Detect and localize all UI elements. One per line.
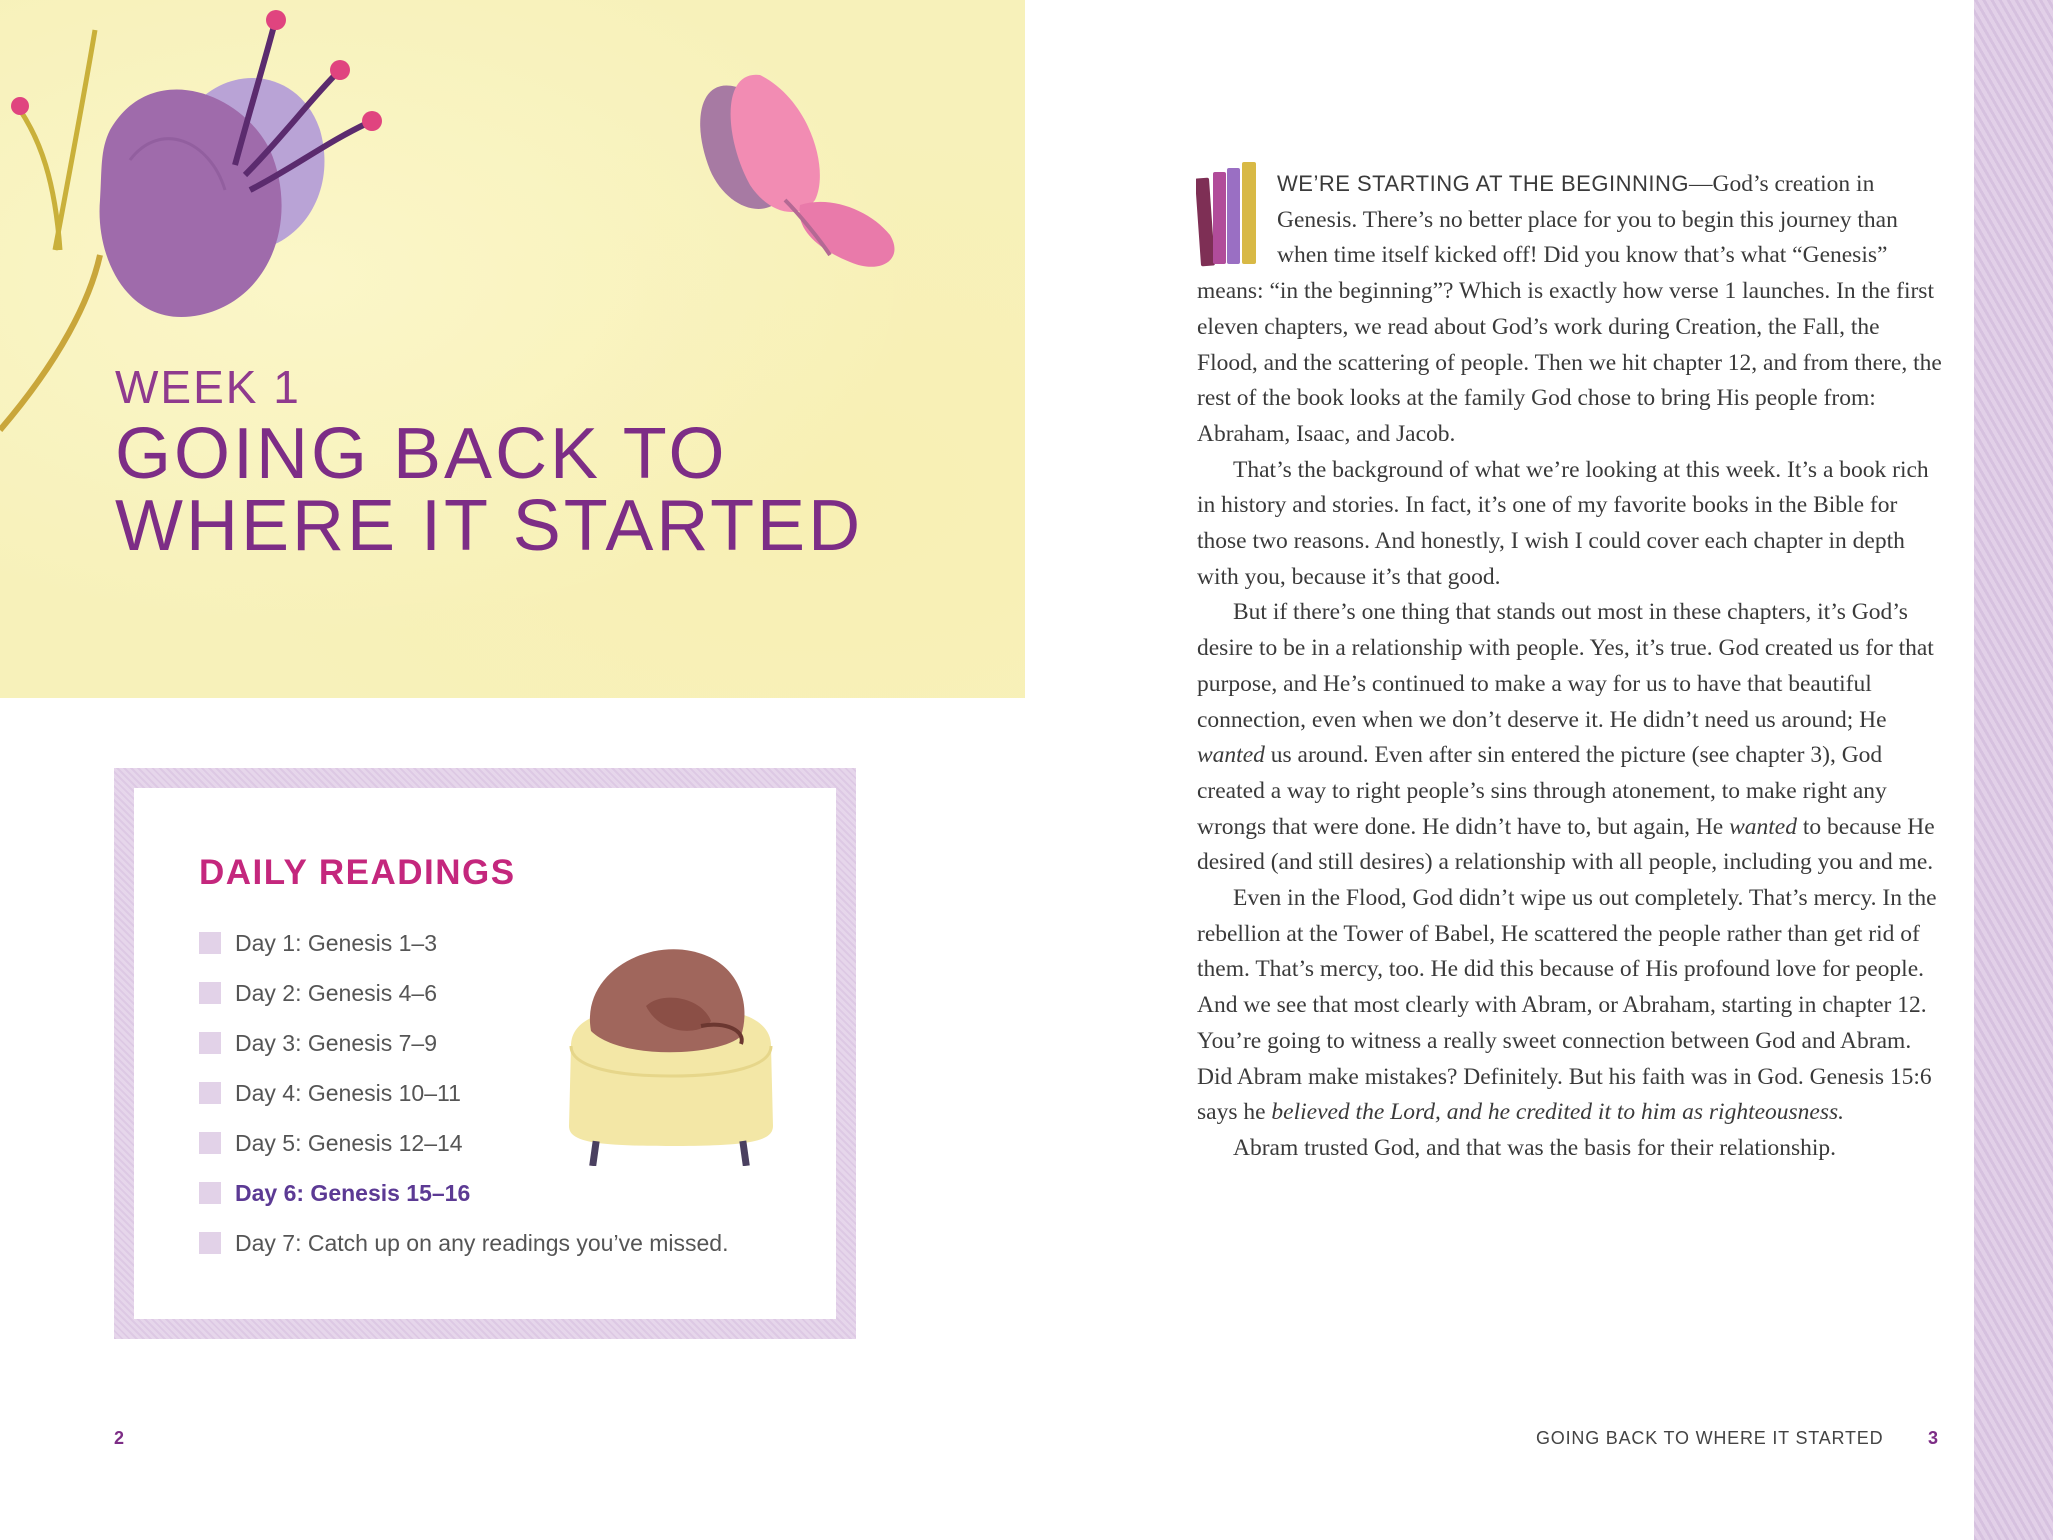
emphasis: wanted bbox=[1197, 742, 1265, 769]
reading-label: Day 5: Genesis 12–14 bbox=[235, 1129, 463, 1156]
checkbox[interactable] bbox=[199, 982, 221, 1004]
hero-banner bbox=[0, 0, 1025, 698]
checkbox[interactable] bbox=[199, 1032, 221, 1054]
lead-in-caps: WE’RE STARTING AT THE BEGINNING bbox=[1277, 171, 1689, 196]
article-body bbox=[1197, 166, 1942, 1167]
text-run: But if there’s one thing that stands out most in these chapters, it’s God’s desire to be in a relationship with people. Yes, it’s true. God created us for that purpose, and He’s continued to make a way for us to have that beautiful connection, even when we don’t deserve it. He didn’t need us around; He bbox=[1197, 599, 1934, 733]
reading-label: Day 4: Genesis 10–11 bbox=[235, 1079, 461, 1106]
checkbox[interactable] bbox=[199, 1082, 221, 1104]
drop-icon-space bbox=[1197, 166, 1277, 271]
reading-item-day-6 bbox=[199, 1168, 729, 1218]
checkbox[interactable] bbox=[199, 932, 221, 954]
week-title bbox=[115, 414, 1015, 566]
flower-illustration bbox=[0, 0, 1025, 698]
page-number-right: 3 bbox=[1928, 1428, 1939, 1448]
daily-readings-heading: DAILY READINGS bbox=[199, 853, 516, 892]
checkbox[interactable] bbox=[199, 1132, 221, 1154]
butterfly-illustration bbox=[700, 75, 894, 267]
text-run: us around. Even after sin entered the picture (see chapter 3), God created a way to right people’s sins through atonement, to make right any wrongs that were done. He didn’t have to, but again, He bbox=[1197, 742, 1887, 840]
daily-readings-panel bbox=[114, 768, 856, 1339]
paragraph-1-text: —God’s creation in Genesis. There’s no better place for you to begin this journey than when time itself kicked off! Did you know that’s what “Genesis” means: “in the beginning”? Which is exactly how verse 1 launches. In the first eleven chapters, we read about God’s work during Creation, the Fall, the Flood, and the scattering of people. Then we hit chapter 12, and from there, the rest of the book looks at the family God chose to bring His people from: Abraham, Isaac, and Jacob. bbox=[1197, 171, 1942, 447]
page-number-left: 2 bbox=[114, 1428, 125, 1448]
reading-label: Day 3: Genesis 7–9 bbox=[235, 1029, 438, 1056]
paragraph-3 bbox=[1197, 595, 1942, 881]
sleeping-dog-illustration bbox=[551, 936, 791, 1166]
week-title-line-1: GOING BACK TO bbox=[115, 414, 728, 494]
checkbox[interactable] bbox=[199, 1232, 221, 1254]
reading-label: Day 2: Genesis 4–6 bbox=[235, 979, 438, 1006]
paragraph-1 bbox=[1197, 166, 1942, 453]
reading-label: Day 7: Catch up on any readings you’ve missed. bbox=[235, 1229, 729, 1256]
week-title-line-2: WHERE IT STARTED bbox=[115, 486, 864, 566]
reading-label: Day 6: Genesis 15–16 bbox=[235, 1179, 471, 1206]
checkbox[interactable] bbox=[199, 1182, 221, 1204]
text-run: Even in the Flood, God didn’t wipe us out completely. That’s mercy. In the rebellion at the Tower of Babel, He scattered the people rather than get rid of them. That’s mercy, too. He did this because of His profound love for people. And we see that most clearly with Abram, or Abraham, starting in chapter 12. You’re going to witness a really sweet connection between God and Abram. Did Abram make mistakes? Definitely. But his faith was in God. Genesis 15:6 says he bbox=[1197, 885, 1937, 1126]
paragraph-5: Abram trusted God, and that was the basis for their relationship. bbox=[1233, 1134, 1837, 1161]
running-head: GOING BACK TO WHERE IT STARTED bbox=[1536, 1428, 1884, 1448]
scripture-quote: believed the Lord, and he credited it to him as righteousness. bbox=[1271, 1099, 1845, 1126]
daily-readings-card bbox=[134, 788, 836, 1319]
reading-label: Day 1: Genesis 1–3 bbox=[235, 929, 438, 956]
emphasis: wanted bbox=[1729, 813, 1797, 840]
decorative-side-strip bbox=[1974, 0, 2053, 1540]
reading-item-day-7 bbox=[199, 1218, 729, 1268]
paragraph-2: That’s the background of what we’re looking at this week. It’s a book rich in history and stories. In fact, it’s one of my favorite books in the Bible for those two reasons. And honestly, I wish I could cover each chapter in depth with you, because it’s that good. bbox=[1197, 456, 1929, 590]
week-label: WEEK 1 bbox=[115, 361, 301, 413]
text-run: to because He desired (and still desires) a relationship with all people, including you and me. bbox=[1197, 813, 1935, 876]
paragraph-4 bbox=[1197, 881, 1942, 1131]
